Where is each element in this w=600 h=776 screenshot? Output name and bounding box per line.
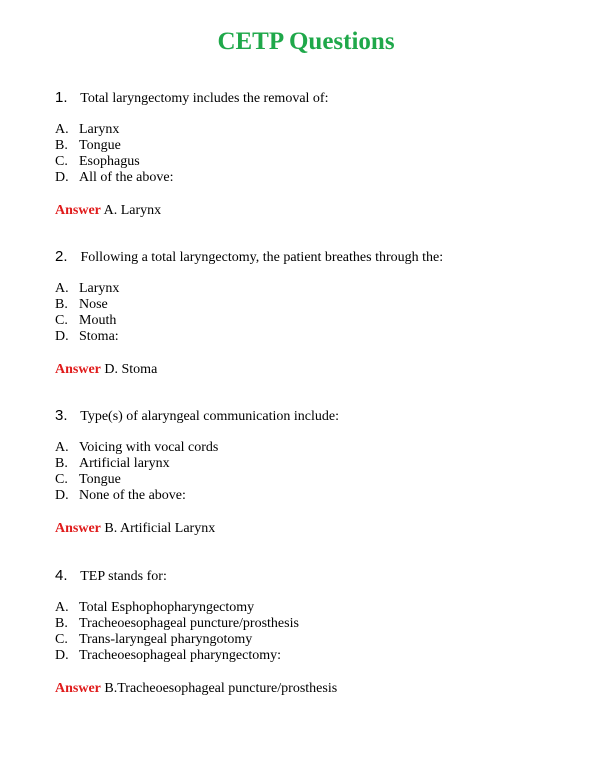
option-text: Voicing with vocal cords	[79, 440, 219, 455]
option	[55, 170, 575, 186]
option-text: Tracheoesophageal pharyngectomy:	[79, 648, 282, 663]
question-block	[55, 88, 575, 220]
option-text: Total Esphophopharyngectomy	[79, 600, 255, 615]
option-letter: B.	[55, 297, 68, 312]
option	[55, 122, 575, 138]
question-line	[55, 247, 575, 267]
question-block	[55, 247, 575, 379]
answer-line	[55, 361, 575, 379]
option-letter: A.	[55, 281, 69, 296]
question-number: 1.	[55, 89, 68, 106]
option	[55, 648, 575, 664]
option-text: Tracheoesophageal puncture/prosthesis	[79, 616, 299, 631]
answer-label: Answer	[55, 521, 101, 536]
answer-label: Answer	[55, 362, 101, 377]
option-letter: C.	[55, 472, 68, 487]
option-letter: A.	[55, 440, 69, 455]
option-letter: B.	[55, 616, 68, 631]
option-letter: B.	[55, 456, 68, 471]
answer-text: A. Larynx	[103, 203, 162, 218]
options-list	[55, 281, 575, 345]
option	[55, 440, 575, 456]
option-letter: D.	[55, 329, 69, 344]
option-letter: A.	[55, 600, 69, 615]
options-list	[55, 440, 575, 504]
option	[55, 632, 575, 648]
question-number: 4.	[55, 567, 68, 584]
option-text: Larynx	[79, 122, 120, 137]
option	[55, 297, 575, 313]
answer-text: B.Tracheoesophageal puncture/prosthesis	[104, 681, 338, 696]
answer-line	[55, 680, 575, 698]
question-line	[55, 406, 575, 426]
answer-text: B. Artificial Larynx	[104, 521, 216, 536]
option-text: Trans-laryngeal pharyngotomy	[79, 632, 253, 647]
option-text: Stoma:	[79, 329, 119, 344]
option-text: None of the above:	[79, 488, 186, 503]
options-list	[55, 122, 575, 186]
question-line	[55, 566, 575, 586]
option	[55, 616, 575, 632]
option-text: Esophagus	[79, 154, 140, 169]
question-block	[55, 566, 575, 698]
question-text: Type(s) of alaryngeal communication include:	[80, 409, 339, 424]
option-letter: A.	[55, 122, 69, 137]
option	[55, 456, 575, 472]
options-list	[55, 600, 575, 664]
page-title: CETP Questions	[217, 28, 395, 55]
option-text: Nose	[79, 297, 108, 312]
question-line	[55, 88, 575, 108]
option	[55, 600, 575, 616]
answer-line	[55, 520, 575, 538]
option-text: Artificial larynx	[79, 456, 170, 471]
option-letter: D.	[55, 170, 69, 185]
option-text: All of the above:	[79, 170, 174, 185]
answer-text: D. Stoma	[104, 362, 158, 377]
option	[55, 472, 575, 488]
option	[55, 488, 575, 504]
option	[55, 138, 575, 154]
option-text: Tongue	[79, 138, 121, 153]
answer-label: Answer	[55, 681, 101, 696]
question-number: 2.	[55, 248, 68, 265]
option	[55, 329, 575, 345]
option-text: Mouth	[79, 313, 117, 328]
option-text: Larynx	[79, 281, 120, 296]
option	[55, 313, 575, 329]
option-letter: D.	[55, 648, 69, 663]
option-letter: C.	[55, 154, 68, 169]
question-block	[55, 406, 575, 538]
answer-label: Answer	[55, 203, 101, 218]
option	[55, 281, 575, 297]
option-letter: C.	[55, 632, 68, 647]
answer-line	[55, 202, 575, 220]
question-text: Total laryngectomy includes the removal of:	[80, 91, 329, 106]
question-number: 3.	[55, 407, 68, 424]
option	[55, 154, 575, 170]
option-text: Tongue	[79, 472, 121, 487]
option-letter: C.	[55, 313, 68, 328]
question-text: Following a total laryngectomy, the patient breathes through the:	[80, 250, 444, 265]
option-letter: B.	[55, 138, 68, 153]
question-text: TEP stands for:	[80, 569, 167, 584]
option-letter: D.	[55, 488, 69, 503]
